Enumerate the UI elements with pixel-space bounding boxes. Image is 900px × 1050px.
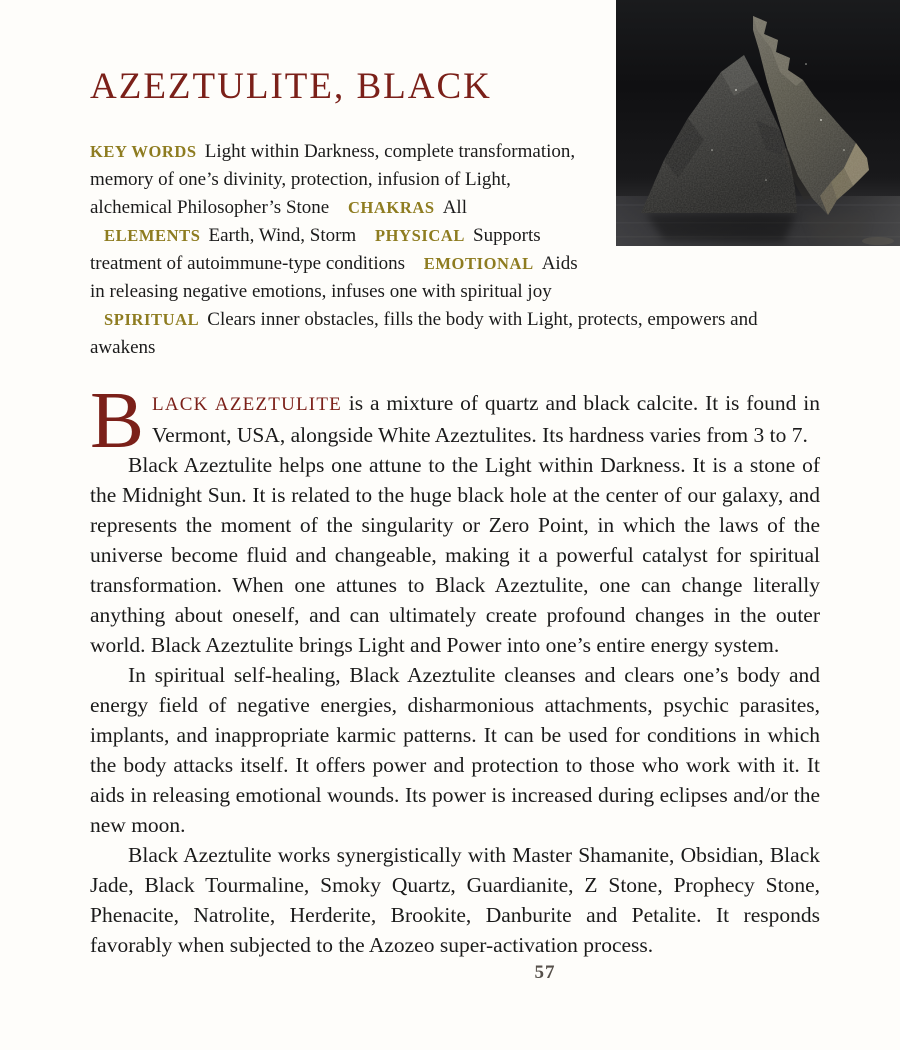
paragraph: Black Azeztulite helps one attune to the Light within Darkness. It is a stone of the Midnight Sun. It is related to the huge black hole at the center of our galaxy, and represents the moment of the singularity or Zero Point, in which the laws of the universe become fluid and changeable, making it a powerful catalyst for spiritual transformation. When one attunes to Black Azeztulite, one can change literally anything about oneself, and can ultimately create profound changes in the outer world. Black Azeztulite brings Light and Power into one’s entire energy system. [90,453,820,657]
keyword-segment [90,225,356,246]
keyword-segment [90,141,575,218]
drop-cap: B [90,375,145,465]
text-wrap-spacer [585,138,820,280]
page-content [90,0,821,983]
page-number: 57 [534,962,556,983]
lead-text: is a mixture of quartz and black calcite. It is found in Vermont, USA, alongside White Azeztulites. Its hardness varies from 3 to 7. [152,391,821,447]
keyword-label: KEY WORDS [90,142,197,161]
keyword-label: PHYSICAL [374,226,466,245]
keyword-text: Earth, Wind, Storm [208,225,357,246]
keyword-label: CHAKRAS [347,198,435,217]
lead-paragraph [90,375,821,465]
keyword-text: Aids in releasing negative emotions, infuses one with spiritual joy [90,253,578,302]
body-paragraphs [90,450,820,960]
keyword-text: Supports treatment of autoimmune-type conditions [90,225,541,274]
keyword-segment [334,197,467,218]
paragraph: Black Azeztulite works synergistically with Master Shamanite, Obsidian, Black Jade, Black Tourmaline, Smoky Quartz, Guardianite, Z Stone, Prophecy Stone, Phenacite, Natrolite, Herderite, Brookite, Danburite and Petalite. It responds favorably when subjected to the Azozeo super-activation process. [90,843,820,957]
keyword-text: All [442,197,467,218]
keyword-label: EMOTIONAL [423,254,534,273]
paragraph: In spiritual self-healing, Black Azeztulite cleanses and clears one’s body and energy field of negative energies, disharmonious attachments, psychic parasites, implants, and inappropriate karmic patterns. It can be used for conditions in which the body attacks itself. It offers power and protection to those who work with it. It aids in releasing emotional wounds. Its power is increased during eclipses and/or the new moon. [90,663,820,837]
lead-smallcaps: LACK AZEZTULITE [152,394,342,415]
keyword-text: Clears inner obstacles, fills the body with Light, protects, empowers and awakens [90,309,758,358]
keyword-text: Light within Darkness, complete transformation, memory of one’s divinity, protection, infusion of Light, alchemical Philosopher’s Stone [90,141,576,218]
keyword-label: SPIRITUAL [104,310,200,329]
page-title: AZEZTULITE, BLACK [90,66,492,107]
keywords-block [90,138,820,362]
keyword-segment [90,309,758,358]
keyword-label: ELEMENTS [104,226,201,245]
